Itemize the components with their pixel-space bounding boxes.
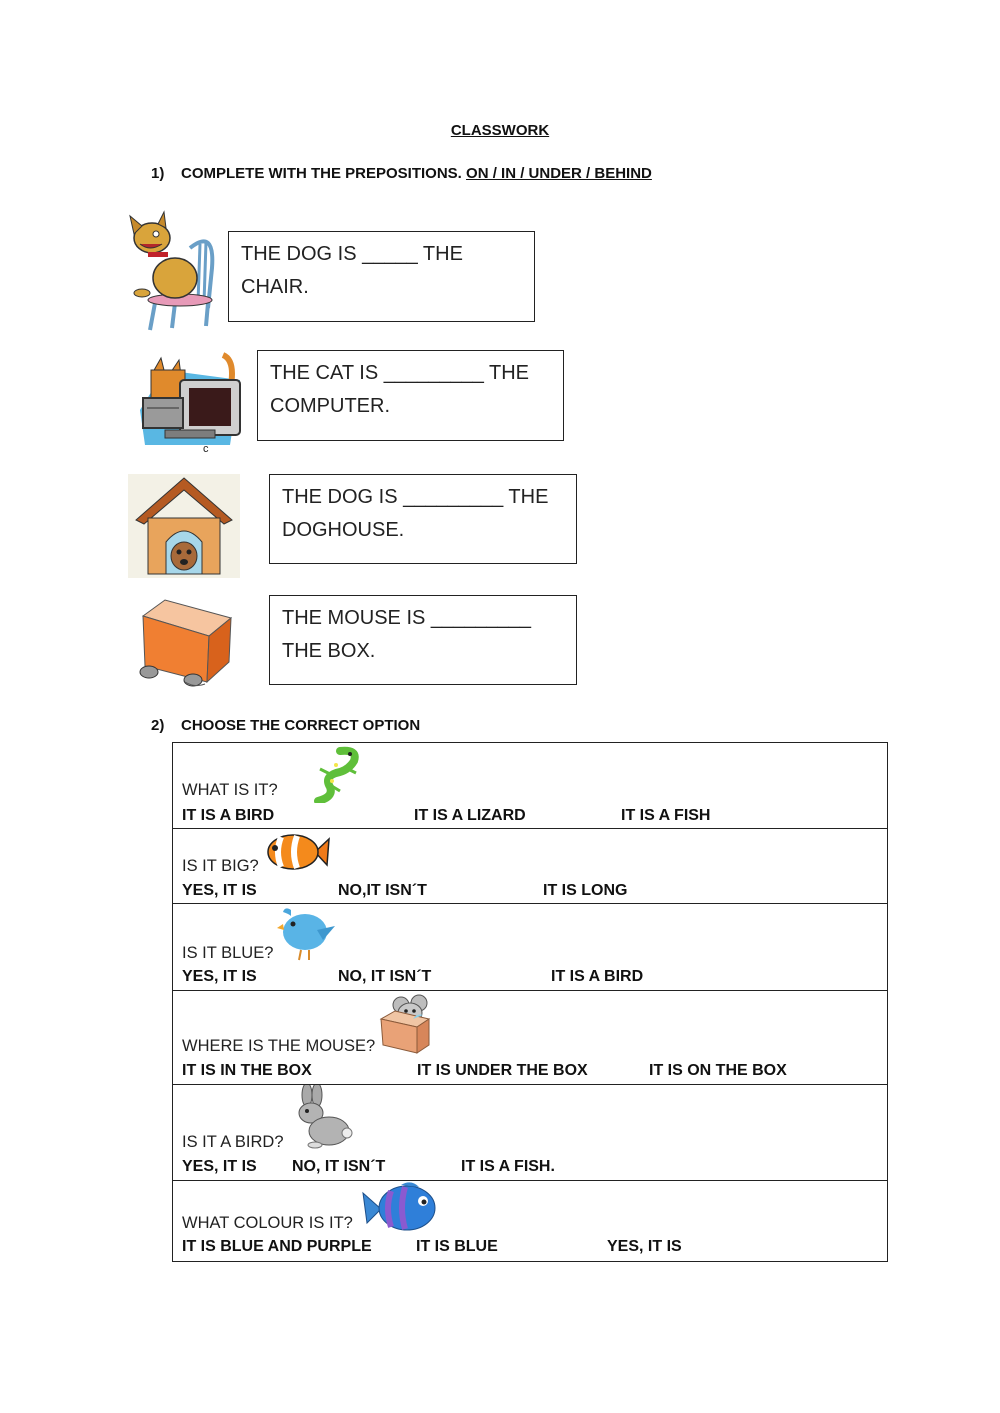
option-2[interactable]: IT IS A LIZARD	[414, 807, 526, 824]
dog-on-chair-icon	[120, 208, 220, 333]
option-3[interactable]: IT IS A FISH.	[461, 1158, 555, 1175]
prep-box-1	[228, 231, 535, 322]
option-2[interactable]: NO, IT ISN´T	[292, 1158, 386, 1175]
table-row	[173, 743, 888, 829]
page-title: CLASSWORK	[450, 122, 550, 139]
bird-icon	[277, 904, 337, 962]
option-3[interactable]: IT IS A BIRD	[551, 968, 644, 985]
section-1-instruction: COMPLETE WITH THE PREPOSITIONS.	[181, 165, 462, 182]
table-row	[173, 904, 888, 991]
table-row	[173, 991, 888, 1085]
prep-box-2	[257, 350, 564, 441]
rabbit-icon	[289, 1085, 355, 1151]
section-1-number: 1)	[151, 165, 165, 182]
blue-fish-icon	[361, 1181, 439, 1235]
mouse-in-box-icon	[377, 993, 439, 1055]
cat-behind-computer-icon	[135, 350, 245, 455]
section-1-heading	[151, 165, 652, 182]
question-text: WHAT COLOUR IS IT?	[182, 1214, 353, 1232]
prep-3-line1: THE DOG IS _________ THE	[282, 486, 549, 508]
question-text: WHERE IS THE MOUSE?	[182, 1037, 376, 1055]
option-2[interactable]: NO,IT ISN´T	[338, 882, 427, 899]
option-1[interactable]: IT IS IN THE BOX	[182, 1062, 312, 1079]
option-1[interactable]: IT IS BLUE AND PURPLE	[182, 1238, 372, 1255]
prep-2-line2: COMPUTER.	[270, 395, 390, 417]
prep-1-line2: CHAIR.	[241, 276, 309, 298]
lizard-icon	[310, 745, 366, 803]
options-table	[172, 742, 888, 1262]
table-row	[173, 829, 888, 904]
prep-box-3	[269, 474, 577, 564]
option-3[interactable]: YES, IT IS	[607, 1238, 682, 1255]
option-2[interactable]: NO, IT ISN´T	[338, 968, 432, 985]
section-2-heading	[151, 717, 420, 734]
option-1[interactable]: YES, IT IS	[182, 1158, 257, 1175]
option-3[interactable]: IT IS A FISH	[621, 807, 711, 824]
prep-4-line1: THE MOUSE IS _________	[282, 607, 532, 629]
question-text: WHAT IS IT?	[182, 781, 278, 799]
option-2[interactable]: IT IS BLUE	[416, 1238, 498, 1255]
svg-text:c: c	[203, 443, 209, 455]
mouse-under-box-icon	[135, 596, 233, 688]
option-1[interactable]: IT IS A BIRD	[182, 807, 275, 824]
section-2-number: 2)	[151, 717, 165, 734]
dog-in-doghouse-icon	[128, 474, 240, 578]
question-text: IS IT A BIRD?	[182, 1133, 284, 1151]
question-text: IS IT BLUE?	[182, 944, 274, 962]
option-1[interactable]: YES, IT IS	[182, 882, 257, 899]
option-3[interactable]: IT IS LONG	[543, 882, 628, 899]
option-2[interactable]: IT IS UNDER THE BOX	[417, 1062, 588, 1079]
prep-2-line1: THE CAT IS _________ THE	[270, 362, 530, 384]
prep-4-line2: THE BOX.	[282, 640, 376, 662]
prep-1-line1: THE DOG IS _____ THE	[241, 243, 463, 265]
section-2-instruction: CHOOSE THE CORRECT OPTION	[181, 717, 421, 734]
prep-3-line2: DOGHOUSE.	[282, 519, 405, 541]
table-row	[173, 1181, 888, 1262]
table-row	[173, 1085, 888, 1181]
question-text: IS IT BIG?	[182, 857, 259, 875]
option-1[interactable]: YES, IT IS	[182, 968, 257, 985]
prep-box-4	[269, 595, 577, 685]
clownfish-icon	[263, 829, 331, 875]
option-3[interactable]: IT IS ON THE BOX	[649, 1062, 787, 1079]
section-1-prepositions: ON / IN / UNDER / BEHIND	[466, 165, 652, 182]
